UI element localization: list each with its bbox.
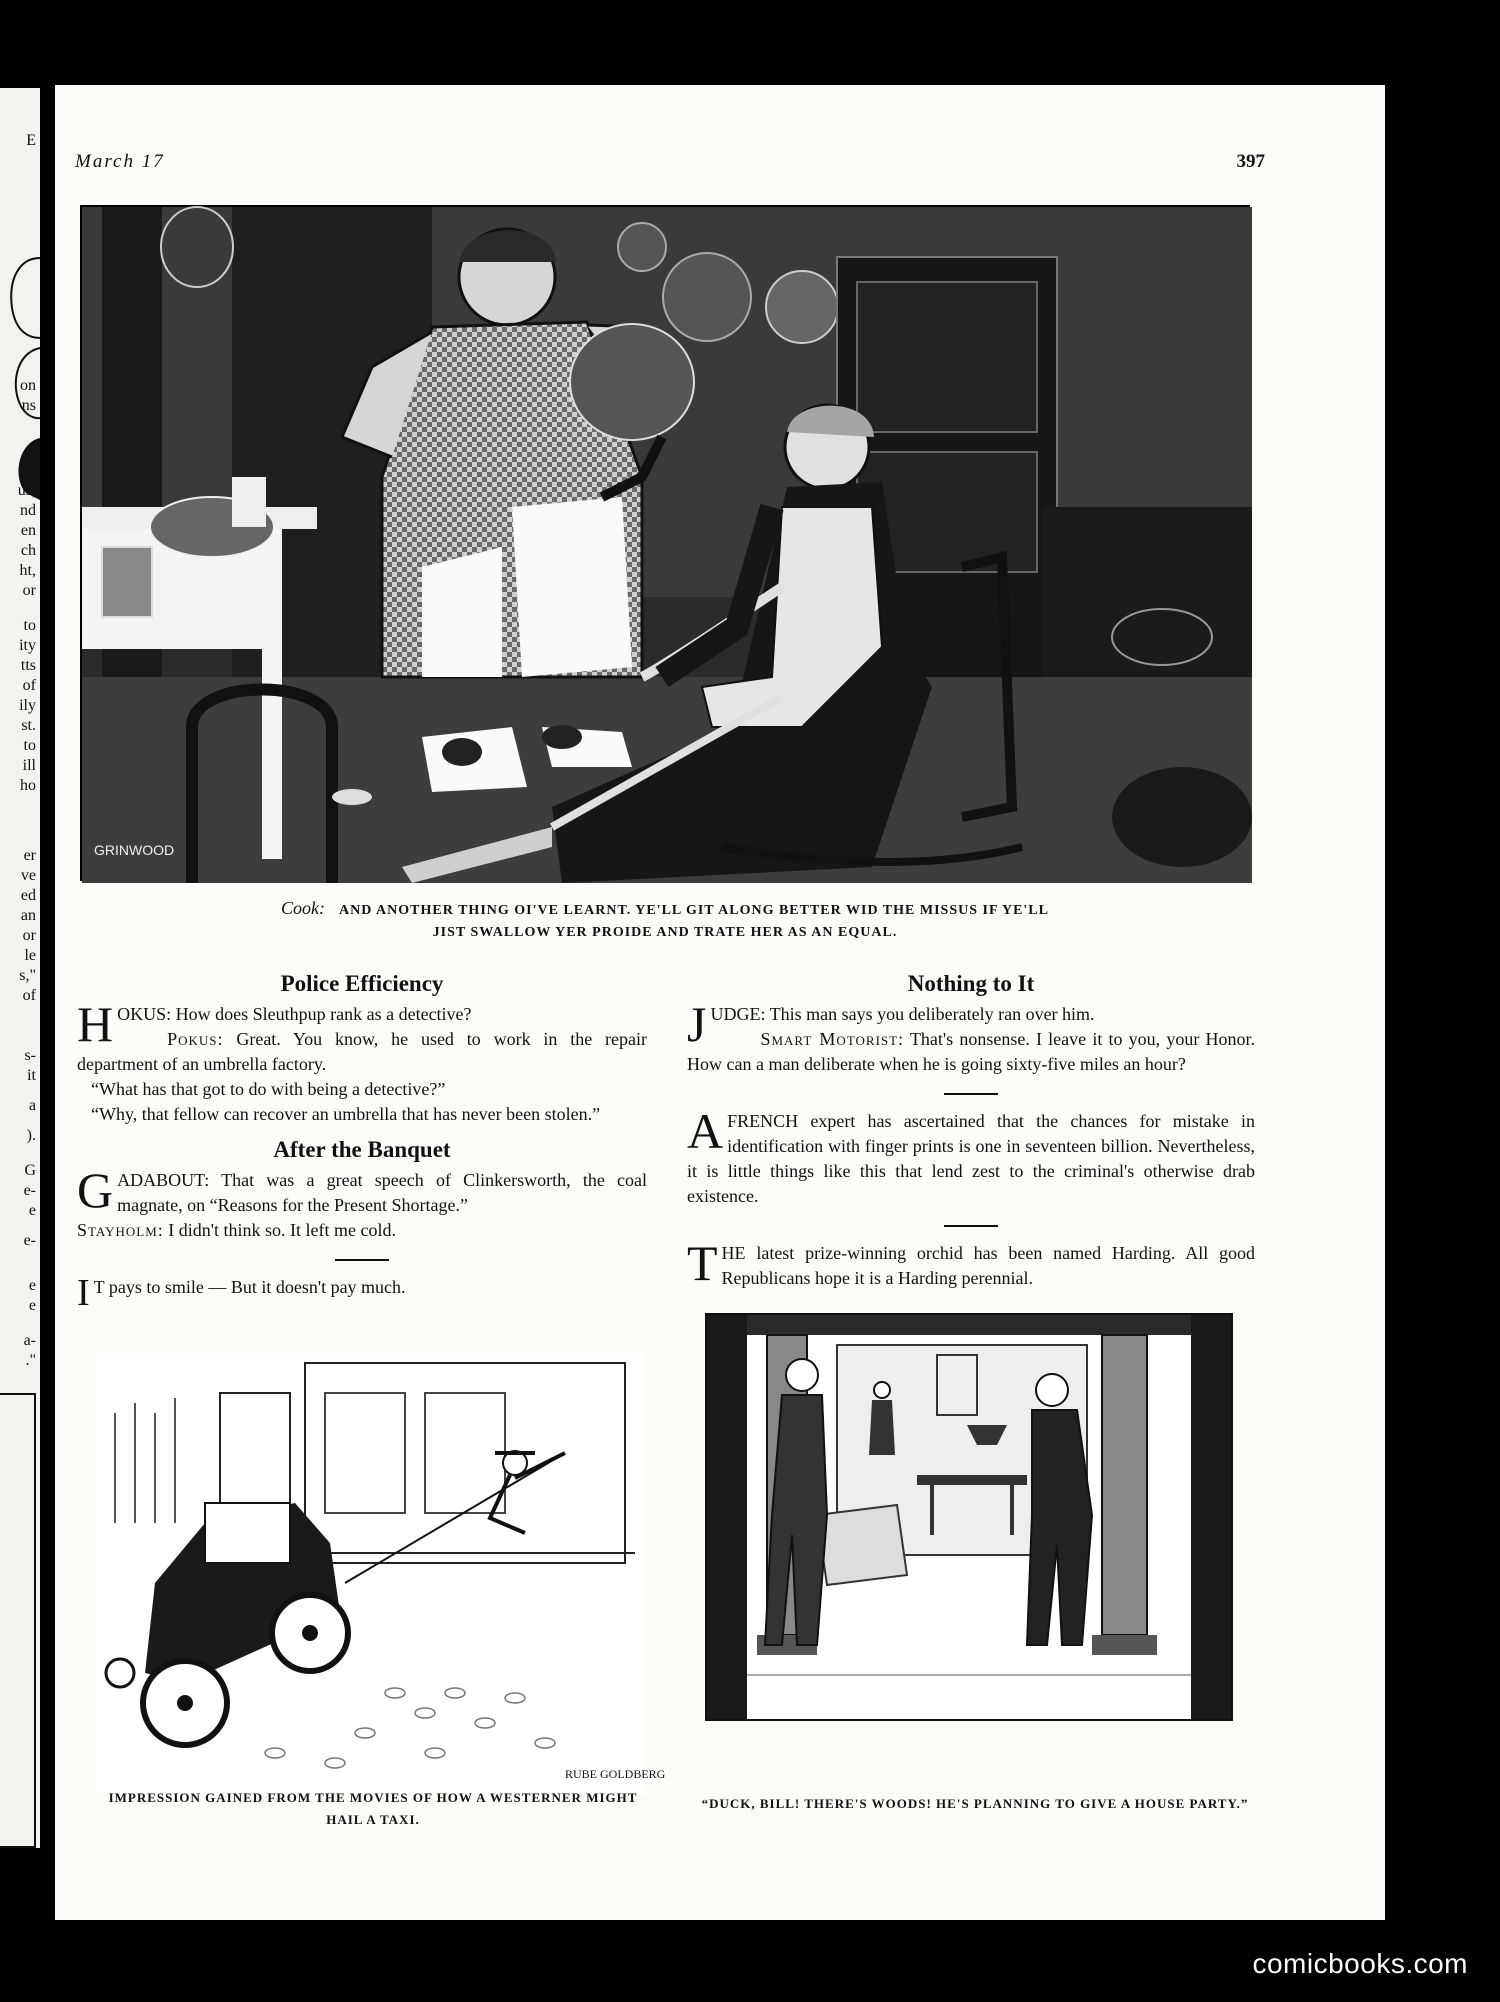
dropcap-t: T [687, 1235, 718, 1291]
previous-page-text-fragment: ch [20, 542, 36, 559]
woods-cartoon-drawing [707, 1315, 1231, 1719]
orchid-paragraph [687, 1235, 1255, 1291]
previous-page-text-fragment: ill [22, 757, 36, 774]
previous-page-text-fragment: a [28, 1097, 36, 1114]
line-stayholm: I didn't think so. It left me cold. [163, 1220, 396, 1240]
police-efficiency-paragraph-3: “What has that got to do with being a detective?” [91, 1079, 446, 1099]
french-expert-text: FRENCH expert has ascertained that the chances for mistake in identification with finger prints is one in seventeen billion. Nevertheless, it is little things like this that lend zest to the criminal's otherwise drab existence. [687, 1111, 1255, 1206]
previous-page-text-fragment: of [22, 677, 36, 694]
line-pokus: Great. You know, he used to work in the repair department of an umbrella factory. [77, 1029, 647, 1074]
heading-police-efficiency: Police Efficiency [280, 971, 444, 996]
line-hokus: How does Sleuthpup rank as a detective? [171, 1004, 472, 1024]
issue-date: March 17 [75, 151, 165, 172]
taxi-cartoon-drawing [95, 1353, 666, 1793]
dropcap-a: A [687, 1103, 724, 1159]
banquet-paragraph-2 [77, 1218, 647, 1243]
previous-page-edge [0, 88, 40, 1848]
taxi-cartoon-caption: IMPRESSION GAINED FROM THE MOVIES OF HOW A WESTERNER MIGHT HAIL A TAXI. [108, 1790, 638, 1827]
woods-cartoon-caption: “DUCK, BILL! THERE'S WOODS! HE'S PLANNING TO GIVE A HOUSE PARTY.” [701, 1796, 1249, 1811]
previous-page-text-fragment: is [25, 462, 36, 479]
previous-page-text-fragment: ." [25, 1352, 36, 1369]
police-efficiency-paragraph-2 [77, 1027, 647, 1077]
previous-page-text-fragment: to [23, 617, 36, 634]
police-efficiency-paragraph-4: “Why, that fellow can recover an umbrella that has never been stolen.” [91, 1104, 601, 1124]
speaker-smart-motorist: Smart Motorist: [760, 1029, 905, 1049]
page-number: 397 [1236, 151, 1265, 172]
smile-paragraph [77, 1272, 647, 1314]
previous-page-text-fragment: E [26, 132, 36, 149]
speaker-gadabout: ADABOUT: [117, 1170, 210, 1190]
previous-page-text-fragment: ily [19, 697, 36, 714]
previous-page-text-fragment: ve [20, 867, 36, 884]
previous-page-text-fragment: ho [20, 777, 36, 794]
previous-page-text-fragment: er [23, 847, 36, 864]
line-smart-motorist: That's nonsense. I leave it to you, your Honor. How can a man deliberate when he is going sixty-five miles an hour? [687, 1029, 1255, 1074]
divider-rule [944, 1225, 998, 1227]
divider-rule [944, 1093, 998, 1095]
previous-page-text-fragment: ns [21, 397, 36, 414]
previous-page-text-fragment: en [20, 522, 36, 539]
previous-page-text-fragment: it [27, 1067, 36, 1084]
divider-rule [335, 1259, 389, 1261]
smile-text: T pays to smile — But it doesn't pay much. [93, 1277, 406, 1297]
previous-page-text-fragment: e [28, 1202, 36, 1219]
caption-line-1: AND ANOTHER THING OI'VE LEARNT. YE'LL GIT ALONG BETTER WID THE MISSUS IF YE'LL [339, 903, 1049, 918]
previous-page-text-fragment: a- [23, 1332, 36, 1349]
previous-page-text-fragment: ). [26, 1127, 36, 1144]
previous-page-text-fragment: to [23, 737, 36, 754]
running-head [75, 151, 1265, 179]
banquet-paragraph-1 [77, 1162, 647, 1218]
previous-page-text-fragment: s," [19, 967, 36, 984]
heading-after-the-banquet: After the Banquet [273, 1137, 451, 1162]
previous-page-text-fragment: us, [17, 482, 36, 499]
left-column [77, 961, 647, 1314]
caption-speaker: Cook: [281, 898, 325, 918]
taxi-cartoon-signature: RUBE GOLDBERG [565, 1767, 666, 1781]
previous-page-text-fragment: on [20, 377, 36, 394]
kitchen-cartoon [80, 205, 1250, 881]
dropcap-i: I [77, 1272, 90, 1314]
previous-page-text-fragment: G [24, 1162, 36, 1179]
previous-page-text-fragment: le [24, 947, 36, 964]
line-judge: This man says you deliberately ran over him. [765, 1004, 1095, 1024]
previous-page-text-fragment: e- [23, 1182, 36, 1199]
dropcap-h: H [77, 996, 114, 1052]
previous-page-text-fragment: an [20, 907, 36, 924]
previous-page-text-fragment: of [22, 987, 36, 1004]
dropcap-g: G [77, 1162, 114, 1218]
heading-nothing-to-it: Nothing to It [907, 971, 1035, 996]
kitchen-cartoon-signature: GRINWOOD [94, 842, 175, 858]
previous-page-text-fragment: e [28, 1277, 36, 1294]
speaker-judge: UDGE: [710, 1004, 766, 1024]
previous-page-text-fragment: tts [20, 657, 36, 674]
french-expert-paragraph [687, 1103, 1255, 1209]
orchid-text: HE latest prize-winning orchid has been named Harding. All good Republicans hope it is a Harding perennial. [721, 1243, 1255, 1288]
previous-page-text-fragment: e [28, 1297, 36, 1314]
nothing-to-it-paragraph-2 [687, 1027, 1255, 1077]
previous-page-text-fragment: ity [19, 637, 36, 654]
dropcap-j: J [687, 996, 707, 1052]
previous-page-box [0, 1393, 36, 1848]
taxi-cartoon [95, 1353, 666, 1793]
watermark: comicbooks.com [1252, 1948, 1468, 1979]
woods-cartoon [705, 1313, 1233, 1721]
magazine-page [55, 85, 1385, 1920]
speaker-stayholm: Stayholm: [77, 1220, 164, 1240]
previous-page-text-fragment: or [22, 582, 36, 599]
right-column [687, 961, 1255, 1291]
previous-page-text-fragment: st. [21, 717, 36, 734]
previous-page-text-fragment: e- [23, 1232, 36, 1249]
speaker-pokus: Pokus: [167, 1029, 224, 1049]
kitchen-cartoon-caption [195, 897, 1135, 944]
line-gadabout: That was a great speech of Clinkersworth, the coal magnate, on “Reasons for the Present Shortage.” [117, 1170, 647, 1215]
speaker-hokus: OKUS: [117, 1004, 172, 1024]
previous-page-text-fragment: s- [24, 1047, 36, 1064]
previous-page-text-fragment: nd [20, 502, 36, 519]
kitchen-cartoon-drawing [82, 207, 1252, 883]
previous-page-text-fragment: or [22, 927, 36, 944]
previous-page-text-fragment: ed [20, 887, 36, 904]
previous-page-text-fragment: ht, [19, 562, 36, 579]
caption-line-2: JIST SWALLOW YER PROIDE AND TRATE HER AS AN EQUAL. [432, 925, 898, 940]
